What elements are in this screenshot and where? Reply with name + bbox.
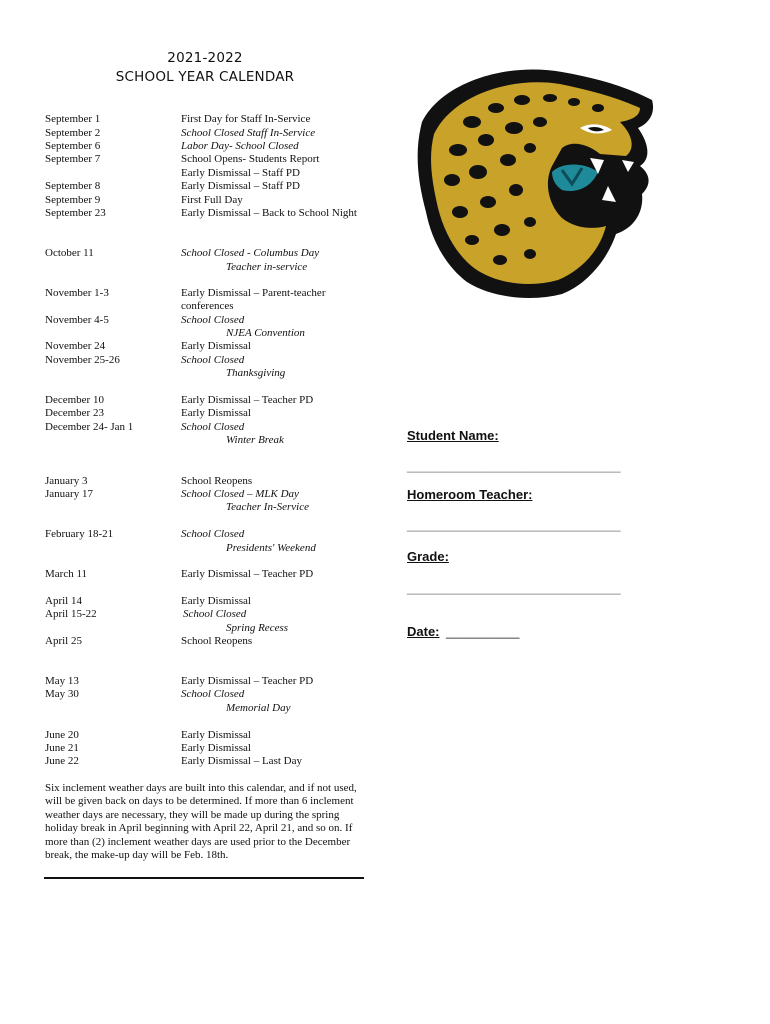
date-item: September 9 bbox=[45, 194, 101, 206]
event-item: Thanksgiving bbox=[226, 367, 286, 379]
event-item: Early Dismissal – Parent-teacher bbox=[181, 287, 326, 299]
date-item: December 10 bbox=[45, 394, 104, 406]
date-item: October 11 bbox=[45, 247, 94, 259]
date-item: June 21 bbox=[45, 742, 79, 754]
date-item: September 8 bbox=[45, 180, 101, 192]
grade-label: Grade: bbox=[407, 549, 449, 564]
date-item: November 4-5 bbox=[45, 314, 109, 326]
date-item: April 15-22 bbox=[45, 608, 97, 620]
date-item: January 17 bbox=[45, 488, 93, 500]
event-item: Memorial Day bbox=[226, 702, 291, 714]
date-item: May 13 bbox=[45, 675, 79, 687]
event-item: Early Dismissal – Staff PD bbox=[181, 180, 300, 192]
divider-rule bbox=[44, 877, 364, 879]
event-item: Early Dismissal – Teacher PD bbox=[181, 394, 314, 406]
homeroom-teacher-label: Homeroom Teacher: bbox=[407, 487, 533, 502]
event-item: Labor Day- School Closed bbox=[181, 140, 299, 152]
event-item: Presidents' Weekend bbox=[226, 542, 316, 554]
event-item: School Closed bbox=[181, 421, 245, 433]
event-item: School Reopens bbox=[181, 475, 253, 487]
date-item: April 25 bbox=[45, 635, 82, 647]
event-item: Teacher In-Service bbox=[226, 501, 309, 513]
event-item: School Closed bbox=[181, 354, 245, 366]
event-item: conferences bbox=[181, 300, 234, 312]
event-item: First Full Day bbox=[181, 194, 243, 206]
event-item: First Day for Staff In-Service bbox=[181, 113, 311, 125]
event-item: Teacher in-service bbox=[226, 261, 308, 273]
event-item: Early Dismissal bbox=[181, 742, 251, 754]
date-item: June 22 bbox=[45, 755, 79, 767]
event-item: School Closed bbox=[181, 314, 245, 326]
calendar-title: SCHOOL YEAR CALENDAR bbox=[115, 69, 295, 85]
event-item: Early Dismissal – Teacher PD bbox=[181, 568, 314, 580]
event-item: School Closed - Columbus Day bbox=[181, 247, 320, 259]
event-item: Early Dismissal bbox=[181, 729, 251, 741]
homeroom-teacher-blank[interactable]: ________________________________ bbox=[407, 518, 621, 532]
event-item: School Opens- Students Report bbox=[181, 153, 320, 165]
student-name-label: Student Name: bbox=[407, 428, 499, 443]
event-item: Early Dismissal bbox=[181, 407, 251, 419]
event-item: Spring Recess bbox=[226, 622, 289, 634]
date-item: September 23 bbox=[45, 207, 106, 219]
inclement-weather-note: Six inclement weather days are built into this calendar, and if not used, will be given back on days to be determined. If more than 6 inclement weather days are necessary, they will be made up during the spring holiday break in April beginning with April 22, April 21, and so on. If more than (2) inclement weather days are used prior to the December break, the make-up day will be Feb. 18th. bbox=[45, 782, 357, 862]
event-item: Early Dismissal – Last Day bbox=[181, 755, 302, 767]
date-item: March 11 bbox=[45, 568, 88, 580]
event-item: Early Dismissal – Back to School Night bbox=[181, 207, 357, 219]
date-item: December 23 bbox=[45, 407, 104, 419]
event-item: School Closed bbox=[181, 688, 245, 700]
event-item: School Closed bbox=[181, 528, 245, 540]
date-item: November 25-26 bbox=[45, 354, 120, 366]
event-item: School Reopens bbox=[181, 635, 253, 647]
date-item: September 1 bbox=[45, 113, 101, 125]
date-item: September 6 bbox=[45, 140, 101, 152]
calendar-year: 2021-2022 bbox=[167, 50, 243, 66]
grade-blank[interactable]: ________________________________ bbox=[407, 581, 621, 595]
date-item: January 3 bbox=[45, 475, 88, 487]
date-item: December 24- Jan 1 bbox=[45, 421, 134, 433]
jaguar-logo-icon bbox=[412, 62, 658, 302]
date-item: November 1-3 bbox=[45, 287, 109, 299]
date-item: June 20 bbox=[45, 729, 79, 741]
event-item: Early Dismissal bbox=[181, 595, 251, 607]
date-item: September 7 bbox=[45, 153, 101, 165]
date-item: April 14 bbox=[45, 595, 82, 607]
date-item: May 30 bbox=[45, 688, 79, 700]
event-item: School Closed bbox=[183, 608, 247, 620]
event-item: NJEA Convention bbox=[226, 327, 305, 339]
event-item: Early Dismissal bbox=[181, 340, 251, 352]
event-item: School Closed – MLK Day bbox=[181, 488, 299, 500]
date-blank[interactable]: ___________ bbox=[446, 625, 520, 639]
event-item: Early Dismissal – Teacher PD bbox=[181, 675, 314, 687]
event-item: Early Dismissal – Staff PD bbox=[181, 167, 300, 179]
event-item: School Closed Staff In-Service bbox=[181, 127, 316, 139]
date-item: November 24 bbox=[45, 340, 106, 352]
date-item: February 18-21 bbox=[45, 528, 114, 540]
date-label: Date: bbox=[407, 624, 440, 639]
student-name-blank[interactable]: ________________________________ bbox=[407, 459, 621, 473]
event-item: Winter Break bbox=[226, 434, 284, 446]
date-item: September 2 bbox=[45, 127, 101, 139]
